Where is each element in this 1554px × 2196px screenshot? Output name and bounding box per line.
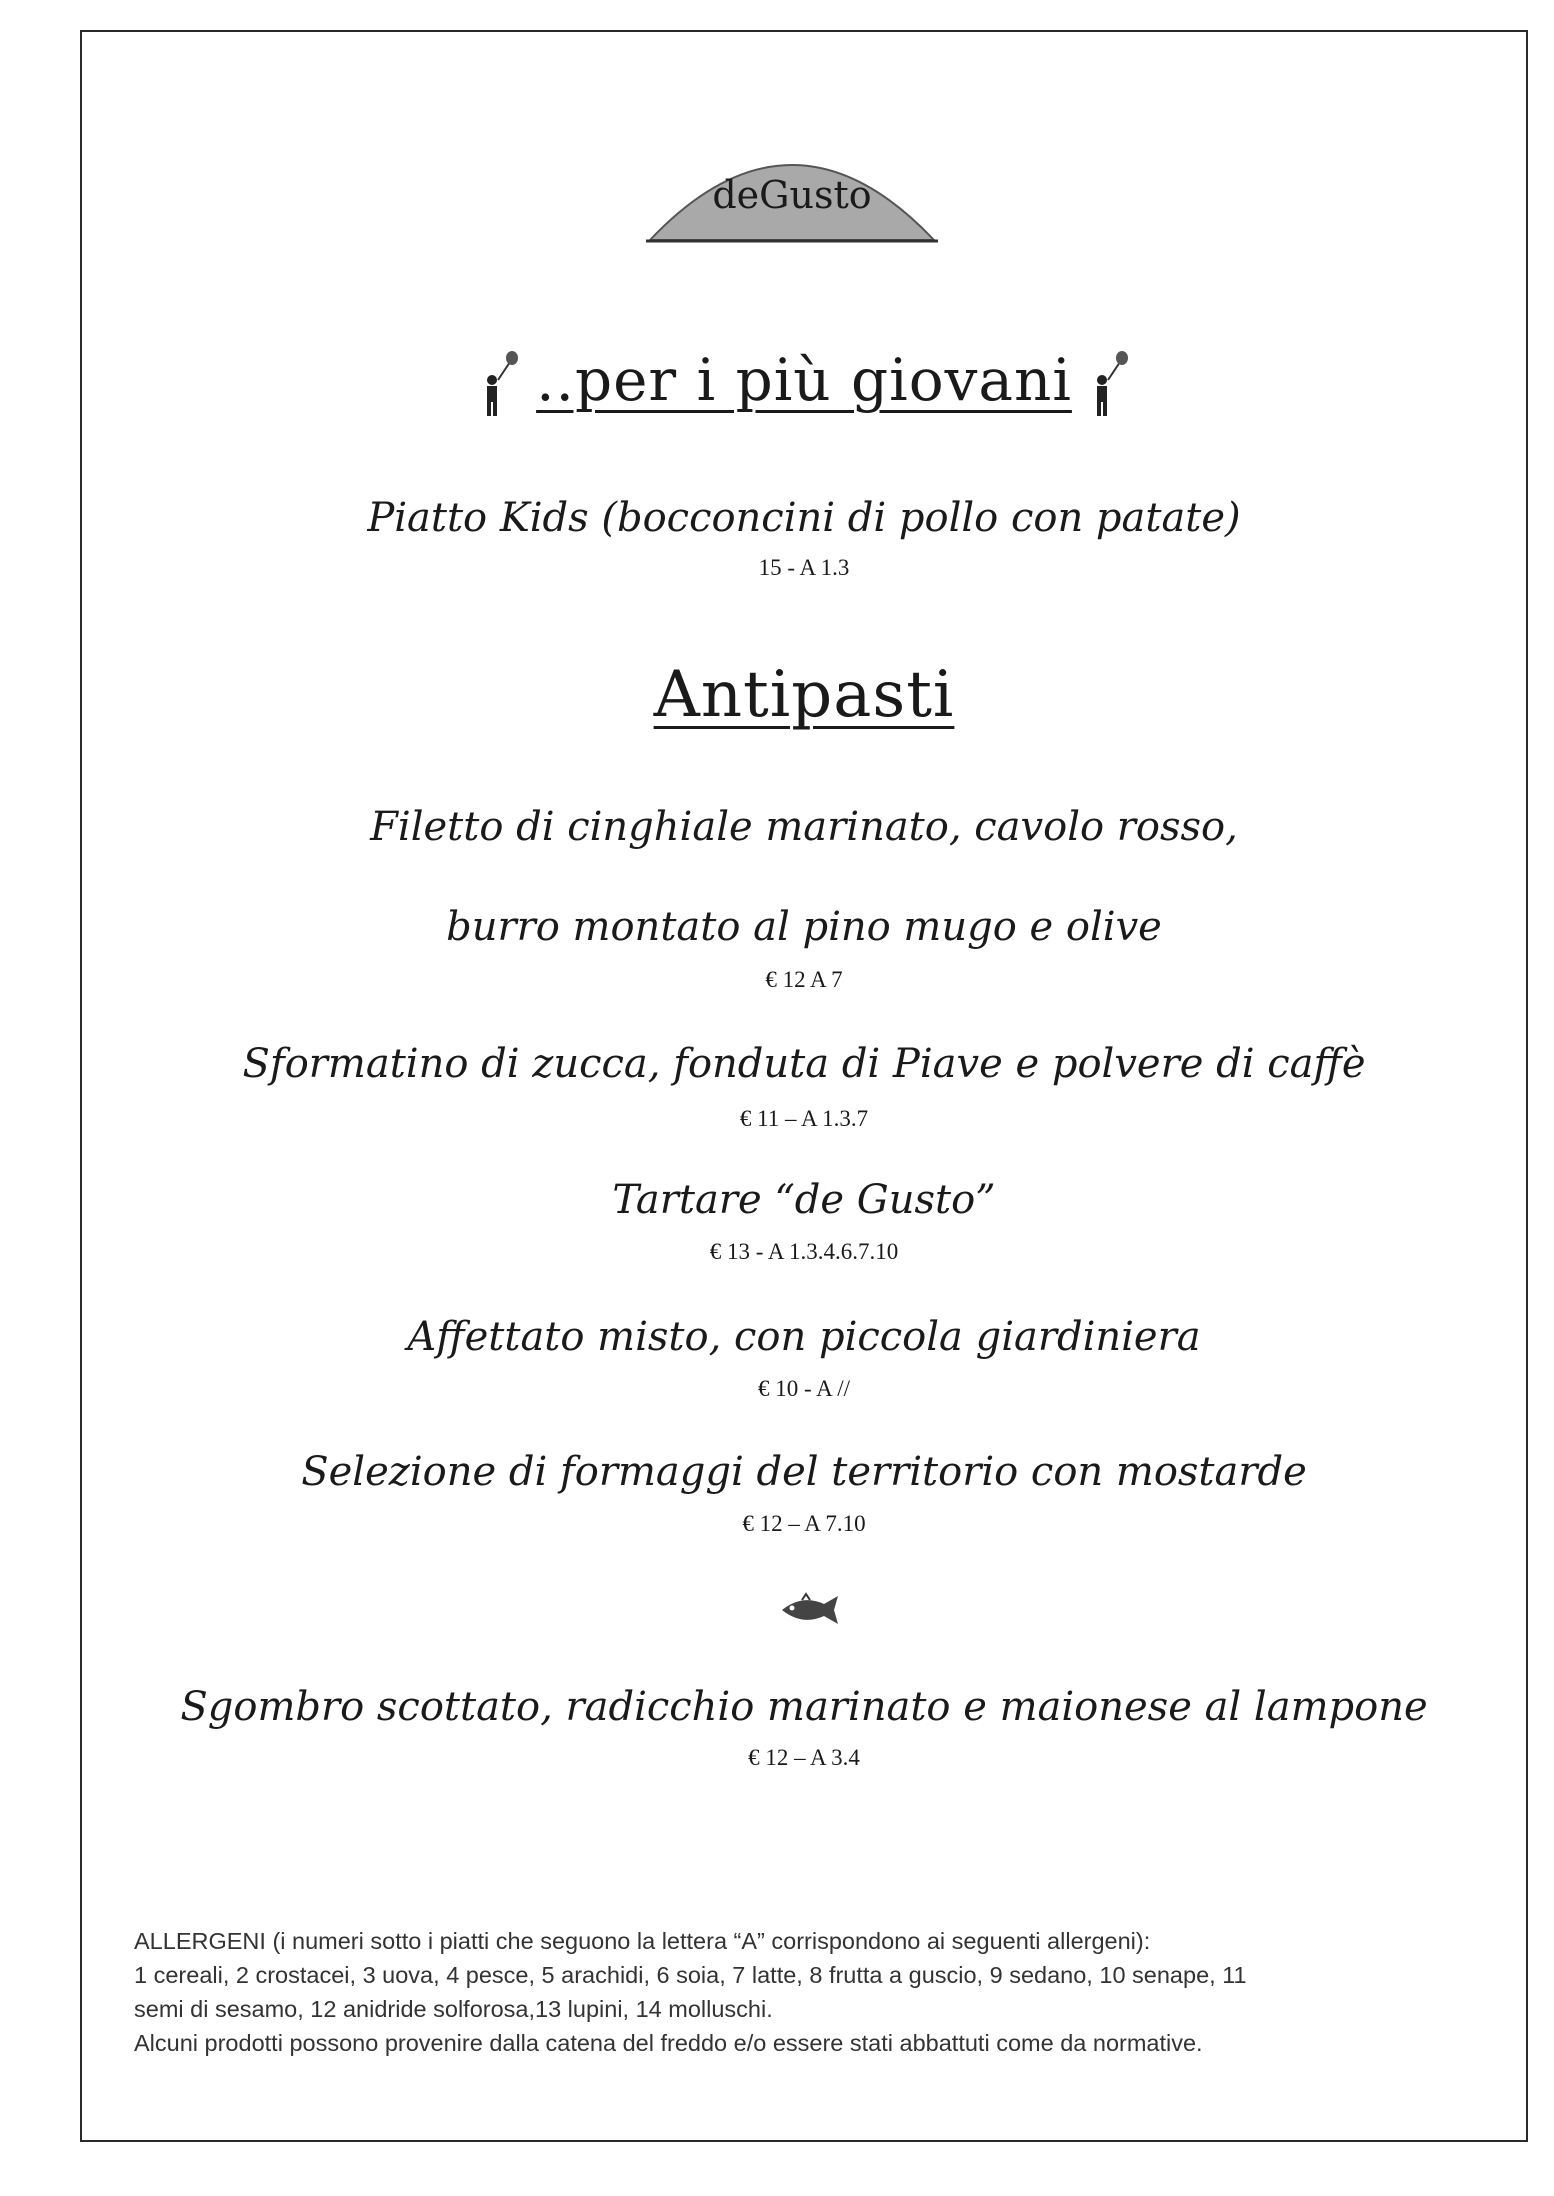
allergens-note <box>134 1924 1504 2060</box>
dish-price: € 13 - A 1.3.4.6.7.10 <box>709 1239 899 1264</box>
dish-name-line: Filetto di cinghiale marinato, cavolo rosso, <box>370 804 1238 850</box>
dish-price: € 10 - A // <box>757 1376 850 1401</box>
degusto-logo <box>642 130 942 250</box>
kid-balloon-icon <box>476 350 522 420</box>
logo-text: deGusto <box>712 173 872 217</box>
kids-heading <box>80 345 1528 420</box>
allergens-line: Alcuni prodotti possono provenire dalla catena del freddo e/o essere stati abbattuti come da normative. <box>134 2030 1203 2056</box>
dish-name-line: burro montato al pino mugo e olive <box>446 904 1162 950</box>
dish-name: Selezione di formaggi del territorio con mostarde <box>301 1449 1307 1495</box>
allergens-line: ALLERGENI (i numeri sotto i piatti che seguono la lettera “A” corrispondono ai seguenti allergeni): <box>134 1928 1151 1954</box>
dish-name: Tartare “de Gusto” <box>612 1177 996 1223</box>
allergens-line: 1 cereali, 2 crostacei, 3 uova, 4 pesce, 5 arachidi, 6 soia, 7 latte, 8 frutta a guscio, 9 sedano, 10 senape, 11 <box>134 1962 1247 1988</box>
dish-price: € 12 – A 3.4 <box>748 1745 860 1770</box>
dish-price: € 12 A 7 <box>765 967 843 992</box>
kid-balloon-icon <box>1086 350 1132 420</box>
kids-heading-text: ..per i più giovani <box>536 346 1072 414</box>
allergens-line: semi di sesamo, 12 anidride solforosa,13 lupini, 14 molluschi. <box>134 1996 773 2022</box>
dish-price: € 12 – A 7.10 <box>742 1511 866 1536</box>
kids-dish-price: 15 - A 1.3 <box>758 555 850 580</box>
kids-dish-name: Piatto Kids (bocconcini di pollo con patate) <box>367 495 1241 541</box>
dish-name: Sgombro scottato, radicchio marinato e maionese al lampone <box>180 1684 1428 1730</box>
dish-price: € 11 – A 1.3.7 <box>739 1106 869 1131</box>
fish-icon <box>774 1590 844 1630</box>
dish-name: Affettato misto, con piccola giardiniera <box>407 1314 1201 1360</box>
section-title-antipasti: Antipasti <box>653 658 955 732</box>
dish-name: Sformatino di zucca, fonduta di Piave e polvere di caffè <box>242 1041 1366 1087</box>
